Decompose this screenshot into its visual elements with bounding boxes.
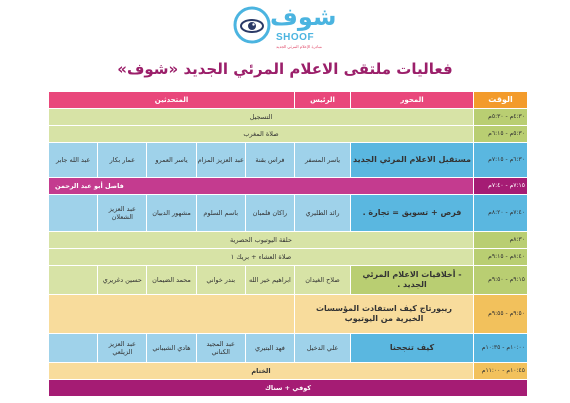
speaker-cell-empty [49, 334, 97, 362]
time-cell: ٩:٥٠م - ٩:٥٥م [474, 295, 527, 333]
agenda-table [49, 92, 527, 396]
logo-arabic: شوف [270, 3, 337, 31]
logo-tagline: مبادرة الإعلام المرئي الجديد [276, 44, 322, 49]
time-cell: ٤:٣٠م - ٥:٣٠م [474, 109, 527, 125]
time-cell: ٨:٣٠م [474, 232, 527, 248]
event-cell: الختام [49, 363, 473, 379]
speaker-cell-empty [49, 266, 97, 294]
speaker-cell: راكان فلمبان [246, 195, 294, 231]
speaker-cell: حسين دغريري [98, 266, 146, 294]
session-topic: كيف تنجحنا [351, 334, 473, 362]
time-cell: ٨:٤٠م - ٩:١٥م [474, 249, 527, 265]
time-cell: ١٠:٤٥م - ١١:٠٠م [474, 363, 527, 379]
speaker-cell: ياسر العمرو [147, 143, 195, 177]
eye-icon [232, 5, 272, 45]
event-cell: فاصل أبو عبد الرحمن [49, 178, 473, 194]
speaker-cell: فراس بقنة [246, 143, 294, 177]
event-cell: صلاة المغرب [49, 126, 473, 142]
speaker-cell: باسم السلوم [197, 195, 245, 231]
event-cell: التسجيل [49, 109, 473, 125]
speaker-cell: عبد المجيد الكناني [197, 334, 245, 362]
header-time: الوقت [474, 92, 527, 108]
session-chair: ياسر المسفر [295, 143, 350, 177]
speaker-cell: فهد البتيري [246, 334, 294, 362]
event-cell: صلاة العشاء + بريك ١ [49, 249, 473, 265]
speaker-cell: عبد العزيز الزيلعي [98, 334, 146, 362]
speaker-cell-empty [49, 195, 97, 231]
session-topic: فرص + تسويق = تجارة . [351, 195, 473, 231]
session-chair: علي الدخيل [295, 334, 350, 362]
time-cell: ٧:١٥م - ٧:٤٠م [474, 178, 527, 194]
speaker-cell: عبد العزيز الشعلان [98, 195, 146, 231]
header-speakers: المتحدثين [49, 92, 294, 108]
session-topic: مستقبل الاعلام المرئي الجديد [351, 143, 473, 177]
speaker-cell: هادي الشيباني [147, 334, 195, 362]
header-chair: الرئيس [295, 92, 350, 108]
speaker-cell: بندر خواني [197, 266, 245, 294]
time-cell: ٩:١٥م - ٩:٥٠م [474, 266, 527, 294]
speaker-cell: عبد العزيز المزام [197, 143, 245, 177]
page-title: فعاليات ملتقى الاعلام المرئي الجديد «شوف» [117, 60, 453, 78]
shoof-logo [232, 5, 352, 55]
speaker-cell: محمد الضيمان [147, 266, 195, 294]
session-chair: رائد الطليري [295, 195, 350, 231]
session-topic: - أخلاقيات الاعلام المرئي الجديد . [351, 266, 473, 294]
coffee-break-cell: كوفي + سناك [49, 380, 527, 396]
time-cell: ٥:٣٠م - ٦:١٥م [474, 126, 527, 142]
event-cell: ريبورتاج كيف استفادت المؤسسات الخيرية من اليوتيوب [295, 295, 473, 333]
header-topic: المحور [351, 92, 473, 108]
event-cell-empty [49, 295, 294, 333]
time-cell: ٦:٣٠م - ٧:١٥م [474, 143, 527, 177]
event-cell: حلقة اليوتيوب الحصرية [49, 232, 473, 248]
speaker-cell: مشهور الدبيان [147, 195, 195, 231]
logo-english: SHOOF [276, 32, 315, 43]
speaker-cell: عمار بكار [98, 143, 146, 177]
time-cell: ١٠:٠٠م - ١٠:٣٥م [474, 334, 527, 362]
speaker-cell: ابراهيم خير الله [246, 266, 294, 294]
time-cell: ٧:٤٠م - ٨:٢٠م [474, 195, 527, 231]
speaker-cell: عبد الله جابر [49, 143, 97, 177]
session-chair: صلاح الغيدان [295, 266, 350, 294]
